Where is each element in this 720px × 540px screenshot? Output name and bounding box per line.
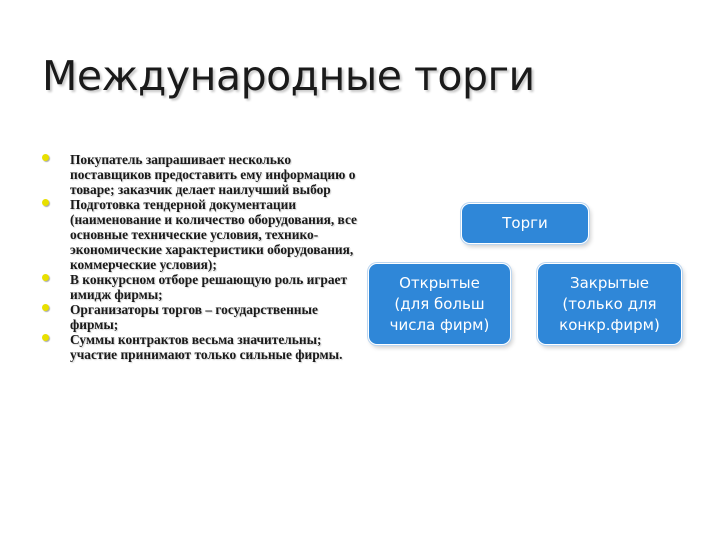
diagram-root-box: Торги [461, 203, 589, 244]
bullet-text: В конкурсном отборе решающую роль играет имидж фирмы; [70, 272, 348, 302]
bullet-item [42, 302, 362, 332]
bullet-dot-icon [42, 334, 49, 341]
bullet-dot-icon [42, 199, 49, 206]
bullet-dot-icon [42, 304, 49, 311]
bullet-item [42, 197, 362, 272]
bullet-item [42, 272, 362, 302]
bullet-text: Покупатель запрашивает несколько поставщиков предоставить ему информацию о товаре; заказчик делает наилучший выбор [70, 152, 356, 197]
diagram-closed-box: Закрытые (только для конкр.фирм) [537, 263, 682, 345]
bullet-item [42, 152, 362, 197]
diagram-open-box: Открытые (для больш числа фирм) [368, 263, 511, 345]
slide-title: Международные торги [42, 52, 535, 100]
bullet-text: Суммы контрактов весьма значительны; участие принимают только сильные фирмы. [70, 332, 343, 362]
bullet-text: Подготовка тендерной документации (наименование и количество оборудования, все основные технические условия, технико-экономические характеристики оборудования, коммерческие условия); [70, 197, 357, 272]
bullet-list [42, 152, 362, 362]
bullet-dot-icon [42, 154, 49, 161]
bullet-dot-icon [42, 274, 49, 281]
bullet-item [42, 332, 362, 362]
bullet-text: Организаторы торгов – государственные фирмы; [70, 302, 318, 332]
